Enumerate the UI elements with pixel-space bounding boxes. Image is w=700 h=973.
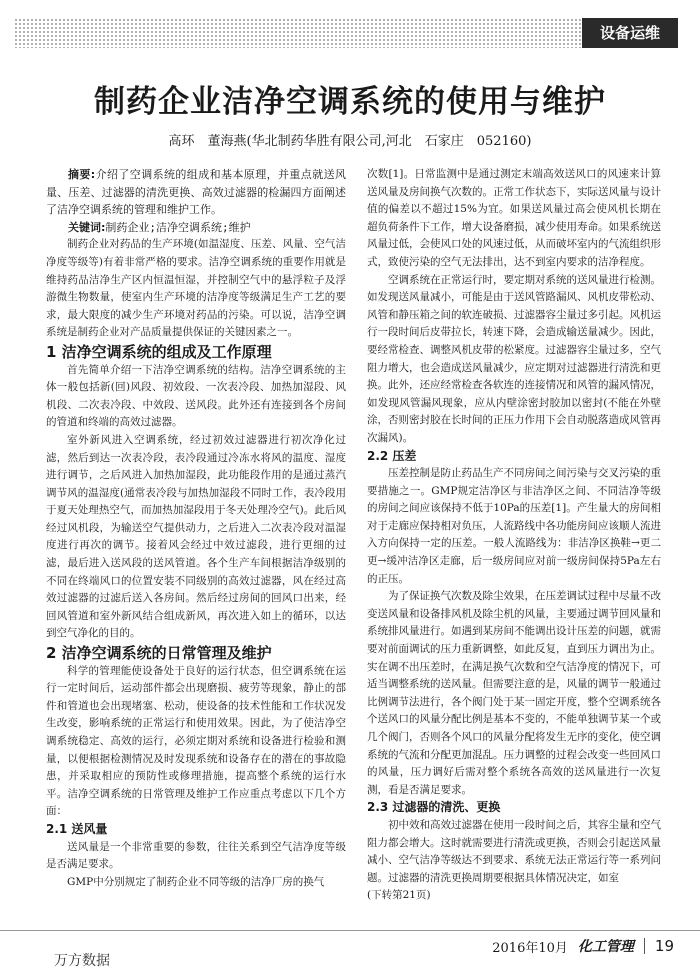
header-band xyxy=(0,18,700,48)
authors: 高环 董海燕(华北制药华胜有限公司,河北 石家庄 052160) xyxy=(168,134,532,149)
paragraph: 压差控制是防止药品生产不同房间之间污染与交叉污染的重要措施之一。GMP规定洁净区与非洁净区之间、不同洁净等级的房间之间应该保持不低于10Pa的压差[1]。产生量大的房间相对于走廊应保持相对负压，人流路线中各功能房间应该顺人流进入方向保持一定的压差。一般人流路线为：非洁净区换鞋→更二更→缓冲洁净区走廊，后一级房间应对前一级房间保持5Pa左右的正压。 xyxy=(367,467,661,585)
abstract xyxy=(46,166,346,219)
paragraph: GMP中分别规定了制药企业不同等级的洁净厂房的换气 xyxy=(67,875,325,888)
paragraph: 为了保证换气次数及除尘效果，在压差调试过程中尽量不改变送风量和设备排风机及除尘机的风量，主要通过调节回风量和系统排风量进行。如遇到某房间不能调出设计压差的问题，就需要对前面调试的压力重新调整，如此反复，直到压力调出为止。实在调不出压差时，在满足换气次数和空气洁净度的情况下，可适当调整系统的送风量。但需要注意的是，风量的调节一般通过比例调节法进行，各个阀门处于某一固定开度，整个空调系统各个送风口的风量分配比例是基本不变的，不能单独调节某一个或几个阀门，否则各个风口的风量分配将发生无序的变化，使空调系统的气流和分配更加混乱。压力调整的过程会改变一些回风口的风量，压力调好后需对整个系统各高效的送风量进行一次复测，看是否满足要求。 xyxy=(367,590,661,796)
article-title: 制药企业洁净空调系统的使用与维护 xyxy=(94,84,606,120)
watermark: 万方数据 xyxy=(54,953,110,969)
page-footer xyxy=(492,936,674,956)
paragraph: 科学的管理能使设备处于良好的运行状态，但空调系统在运行一定时间后，运动部件都会出现磨损、疲劳等现象，静止的部件和管道也会出现堵塞、松动，使设备的技术性能和工作状况发生改变，影响系统的正常运行和使用效果。因此，为了使洁净空调系统稳定、高效的运行，必须定期对系统和设备进行检验和测量，以便根据检测情况及时发现系统和设备存在的潜在的事故隐患，并采取相应的预防性或修理措施，提高整个系统的运行水平。洁净空调系统的日常管理及维护工作应重点考虑以下几个方面： xyxy=(46,664,346,818)
keywords-label: 关键词: xyxy=(68,220,106,234)
keywords xyxy=(46,219,346,237)
header-pattern xyxy=(14,18,584,48)
intro-paragraph: 制药企业对药品的生产环境(如温湿度、压差、风量、空气洁净度等级等)有着非常严格的要求。洁净空调系统的重要作用就是维持药品洁净生产区内恒温恒湿，并控制空气中的悬浮粒子及浮游微生物数量，使室内生产环境的洁净度等级满足生产工艺的要求，最大限度的减少生产环境对药品的污染。可以说，洁净空调系统是制药企业对产品质量提供保证的关键因素之一。 xyxy=(46,238,346,339)
paragraph: 次数[1]。日常监测中是通过测定末端高效送风口的风速来计算送风量及房间换气次数的。正常工作状态下，实际送风量与设计值的偏差以不超过15%为宜。如果送风量过高会使风机长期在超负荷条件下工作，增大设备磨损，减少使用寿命。如果系统送风量过低，会使风口处的风速过低，从而破坏室内的气流组织形式，致使污染的空气无法排出，达不到室内要求的洁净程度。 xyxy=(367,168,661,268)
left-column xyxy=(46,166,346,891)
section-2-3-heading: 2.3 过滤器的清洗、更换 xyxy=(367,800,501,815)
paragraph: 首先简单介绍一下洁净空调系统的结构。洁净空调系统的主体一般包括新(回)风段、初效段、一次表冷段、加热加湿段、风机段、二次表冷段、中效段、送风段。此外还有连接到各个房间的管道和终端的高效过滤器。 xyxy=(46,363,346,429)
paragraph: 空调系统在正常运行时，要定期对系统的送风量进行检测。如发现送风量减小，可能是由于送风管路漏风、风机皮带松动、风管和静压箱之间的软连破损、过滤器容尘量过多引起。风机运行一段时间后皮带拉长，转速下降，会造成输送量减少。因此，要经常检查、调整风机皮带的松紧度。过滤器容尘量过多，空气阻力增大，也会造成送风量减少，应定期对过滤器进行清洗和更换。此外，还应经常检查各软连的连接情况和风管的漏风情况，如发现风管漏风现象，应从内壁涂密封胶加以密封(不能在外壁涂，否则密封胶在长时间的正压力作用下会自动脱落造成风管再次漏风)。 xyxy=(367,273,661,444)
footer-divider xyxy=(644,938,645,954)
keywords-text: 制药企业;洁净空调系统;维护 xyxy=(105,220,251,234)
section-1-heading: 1 洁净空调系统的组成及工作原理 xyxy=(46,342,272,361)
journal-name: 化工管理 xyxy=(577,939,634,955)
footer-rule xyxy=(0,930,700,931)
section-2-1-heading: 2.1 送风量 xyxy=(46,821,108,836)
right-column xyxy=(367,166,661,905)
page-number: 19 xyxy=(654,937,674,955)
paragraph: 室外新风进入空调系统，经过初效过滤器进行初次净化过滤，然后到达一次表冷段，表冷段通过冷冻水将风的温度、湿度进行调节，之后风进入加热加湿段，此功能段作用的是通过蒸汽调节风的温湿度(通常表冷段与加热加湿段不同时工作，表冷段用于夏天处理热空气，而加热加湿段用于冬天处理冷空气)。此后风经过风机段，为输送空气提供动力，之后进入二次表冷段对温湿度进行再次的调节。接着风会经过中效过滤段，进行更细的过滤，最后进入送风段的送风管道。各个生产车间根据洁净级别的不同在终端风口的位置安装不同级别的高效过滤器，风在经过高效过滤器的过滤后送入各房间。然后经过房间的回风口出来，经回风管道和室外新风结合组成新风，再次进入如上的循环，以达到空气净化的目的。 xyxy=(46,433,346,640)
abstract-label: 摘要: xyxy=(68,168,96,181)
section-2-heading: 2 洁净空调系统的日常管理及维护 xyxy=(46,644,272,663)
paragraph: 送风量是一个非常重要的参数，往往关系到空气洁净度等级是否满足要求。 xyxy=(46,840,346,871)
section-tag: 设备运维 xyxy=(582,18,678,48)
abstract-text: 介绍了空调系统的组成和基本原理，并重点就送风量、压差、过滤器的清洗更换、高效过滤器的检漏四方面阐述了洁净空调系统的管理和维护工作。 xyxy=(46,168,346,217)
issue-date: 2016年10月 xyxy=(492,940,568,956)
section-2-2-heading: 2.2 压差 xyxy=(367,448,417,463)
paragraph: 初中效和高效过滤器在使用一段时间之后，其容尘量和空气阻力都会增大。这时就需要进行清洗或更换，否则会引起送风量减小、空气洁净等级达不到要求、系统无法正常运行等一系列问题。过滤器的清洗更换周期要根据具体情况决定，如室 xyxy=(367,818,661,884)
continued-note: (下转第21页) xyxy=(367,889,431,902)
